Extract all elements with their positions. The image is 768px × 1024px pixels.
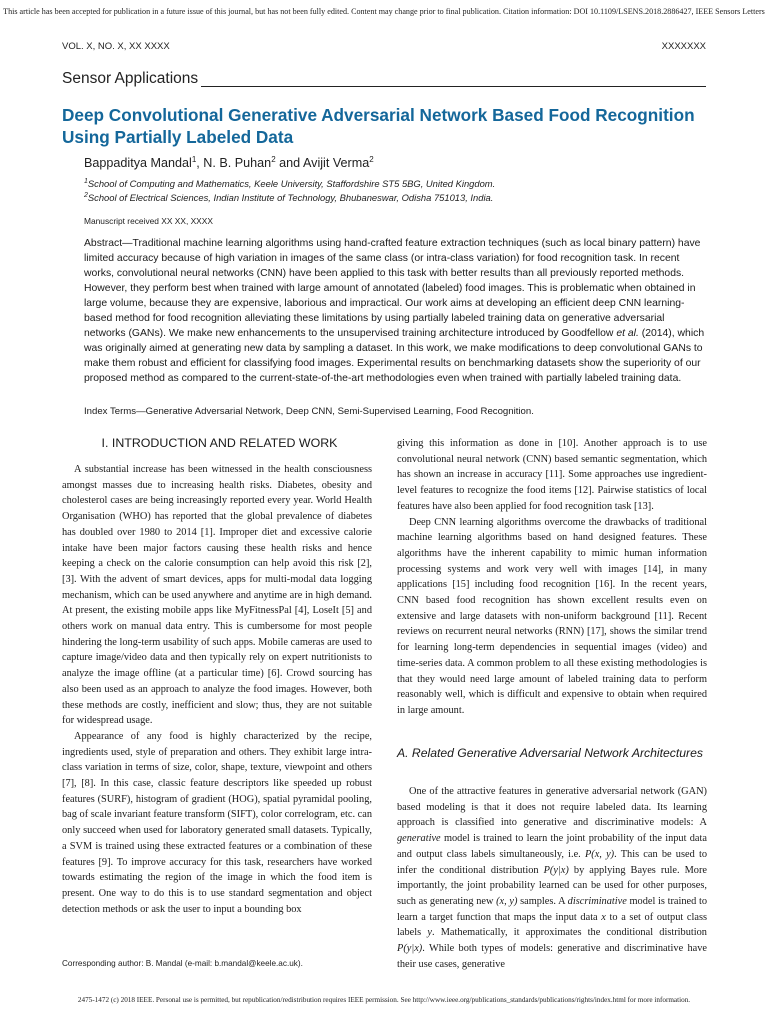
body-paragraph: Appearance of any food is highly characterized by the recipe, ingredients used, style of preparation and others. They exhibit large intra-class variation in terms of size, color, shape, texture, viewpoint and others [7], [8]. In this case, classic feature descriptors like speeded up robust features (SURF), histogram of gradient (HOG), spatial pyramidal pooling, bag of scale invariant feature transform (SIFT), color correlogram, etc. can only succeed when used for laboratory generated small datasets. Typically, a SVM is trained using these extracted features or a combination of these features [9]. To improve accuracy for this task, researchers have worked towards estimating the region of the image in which the food item is present. One way to do this is to use standard segmentation and object detection methods or ask the user to input a bounding box	[62, 730, 372, 915]
affiliation-text: School of Electrical Sciences, Indian Institute of Technology, Bhubaneswar, Odisha 751013, India.	[87, 192, 494, 204]
author-affiliation-mark: 2	[271, 155, 276, 164]
text-run: samples. A	[517, 895, 568, 907]
corresponding-author-footnote: Corresponding author: B. Mandal (e-mail: b.mandal@keele.ac.uk).	[62, 959, 303, 968]
left-text-column	[62, 462, 372, 917]
affiliation-1	[84, 178, 704, 189]
text-run: One of the attractive features in generative adversarial network (GAN) based modeling is that it does not require labeled data. Its learning approach is classified into generative and discriminative models: A	[397, 786, 707, 829]
italic-term: generative	[397, 833, 441, 845]
math-expression: (x, y)	[496, 895, 518, 907]
author-list	[84, 155, 374, 170]
right-text-column-top	[397, 436, 707, 719]
journal-section-label: Sensor Applications	[62, 70, 199, 87]
math-expression: x	[601, 911, 606, 923]
section-heading: I. INTRODUCTION AND RELATED WORK	[101, 436, 338, 450]
author-separator: and	[275, 156, 303, 171]
article-number-header: XXXXXXX	[661, 41, 706, 52]
author-name: Avijit Verma	[302, 156, 370, 171]
math-expression: y	[427, 927, 432, 939]
affiliation-mark: 2	[84, 192, 88, 199]
abstract-italic: et al.	[616, 327, 639, 339]
abstract	[84, 237, 707, 387]
author-name: Bappaditya Mandal	[84, 156, 192, 171]
body-paragraph: giving this information as done in [10]. Another approach is to use convolutional neural network (CNN) based semantic segmentation, which has shown an increase in accuracy [11]. Some approaches use ingredient-level features to recognize the food items [12]. Pairwise statistics of local features have also been applied for food recognition task [13].	[397, 438, 707, 512]
text-run: . This can be used to infer the conditional distribution	[397, 848, 707, 876]
author-affiliation-mark: 1	[191, 155, 197, 164]
text-run: model is trained to learn the joint probability of the input data and output class labels simultaneously, i.e.	[397, 833, 707, 860]
text-run: to a set of output class labels	[397, 911, 707, 939]
author-affiliation-mark: 2	[369, 155, 374, 164]
affiliation-text: School of Computing and Mathematics, Keele University, Staffordshire ST5 5BG, United Kingdom.	[87, 178, 496, 190]
italic-term: discriminative	[567, 895, 627, 907]
math-expression: P(x, y)	[584, 848, 615, 860]
author-separator: ,	[196, 156, 204, 171]
copyright-notice: 2475-1472 (c) 2018 IEEE. Personal use is permitted, but republication/redistribution requires IEEE permission. See http://www.ieee.org/publications_standards/publications/rights/index.html for more information.	[77, 996, 691, 1004]
text-run: . While both types of models: generative and discriminative have their use cases, generative	[397, 943, 707, 970]
subsection-heading: A. Related Generative Adversarial Network Architectures	[397, 746, 703, 760]
section-rule-divider	[201, 86, 706, 87]
abstract-text: Abstract—Traditional machine learning algorithms using hand-crafted feature extraction techniques (such as local binary pattern) have limited accuracy because of high variation in images of the same class (or intra-class variation) for food recognition task. In recent works, convolutional neural networks (CNN) have been applied to this task with better results than all previously reported methods. However, they perform best when trained with large amount of annotated (labeled) food images. This is problematic when obtained in large volume, because they are expensive, laborious and impractical. Our work aims at developing an efficient deep CNN learning-based method for food recognition alleviating these limitations by using partially labeled training data on generative adversarial networks (GANs). We make new enhancements to the unsupervised training architecture introduced by Goodfellow	[84, 238, 701, 339]
index-terms: Index Terms—Generative Adversarial Network, Deep CNN, Semi-Supervised Learning, Food Recognition.	[84, 406, 534, 417]
text-run: model is trained to learn a target function that maps the input data	[397, 895, 707, 923]
math-expression: P(y|x)	[397, 943, 423, 955]
author-name: N. B. Puhan	[203, 156, 272, 171]
body-paragraph: Deep CNN learning algorithms overcome the drawbacks of traditional machine learning algorithms based on hand designed features. These algorithms have the inherent capability to mimic human information processing systems and work very well with images [14], in many applications [15] including food recognition [16]. In the recent years, CNN based food recognition has shown excellent results even on extensive and large datasets with non-uniform background [11]. Recent reviews on recurrent neural networks (RNN) [17], shows the similar trend for learning long-term dependencies in sequential images (video) and time-series data. A common problem to all these existing methodologies is that they would need large amount of labeled training data to perform reasonably well, which is difficult and expensive to obtain when required in large amount.	[397, 516, 707, 716]
body-paragraph	[397, 784, 707, 972]
affiliation-2	[84, 192, 704, 203]
math-expression: P(y|x)	[543, 864, 569, 876]
text-run: by applying Bayes rule. More importantly, the joint probability learned can be used for other purposes, such as generating new	[397, 864, 707, 907]
affiliation-mark: 1	[84, 178, 88, 185]
body-paragraph: A substantial increase has been witnessed in the health consciousness amongst masses due to increasing health risks. Diabetes, obesity and cholesterol cases are being increasingly reported every year. World Health Organisation (WHO) has reported that the global prevalence of diabetes has doubled over 1980 to 2014 [1]. Improper diet and excessive calorie intake have been major factors causing these health risks and hence keeping a check on the calorie consumption can help avoid this risk [2], [3]. With the advent of smart devices, apps for multi-modal data logging mechanism, which can be used anywhere and anytime are in high demand. At present, the existing mobile apps like MyFitnessPal [4], LoseIt [5] and others work on manual data entry. This is cumbersome for most people hindering the long-term usability of such apps. Mobile cameras are used to capture image/video data and then typically rely on expert nutritionists to analyze the image offline (at a particular time) [6]. Crowd sourcing has also been used as an approach to analyze the food images. However, both these methods are costly, inefficient and slow; thus, they are not suitable for widespread usage.	[62, 464, 372, 727]
paper-title: Deep Convolutional Generative Adversarial Network Based Food Recognition Using Partially Labeled Data	[62, 105, 695, 147]
text-run: . Mathematically, it approximates the conditional distribution	[431, 927, 707, 939]
right-text-column-bottom	[397, 784, 707, 972]
journal-notice: This article has been accepted for publication in a future issue of this journal, but has not been fully edited. Content may change prior to final publication. Citation information: DOI 10.1109/LSENS.2018.2886427, IEEE Sensors Letters	[3, 7, 765, 16]
abstract-text-end: (2014), which was originally aimed at generating new data by sampling a dataset. In this work, we make modifications to deep convolutional GANs to make them robust and efficient for classifying food images. Experimental results on benchmarking datasets show the superiority of our proposed method as compared to the current-state-of-the-art methodologies even when trained with partially labeled training data.	[84, 327, 705, 384]
volume-header: VOL. X, NO. X, XX XXXX	[62, 41, 170, 52]
manuscript-received: Manuscript received XX XX, XXXX	[84, 216, 213, 226]
